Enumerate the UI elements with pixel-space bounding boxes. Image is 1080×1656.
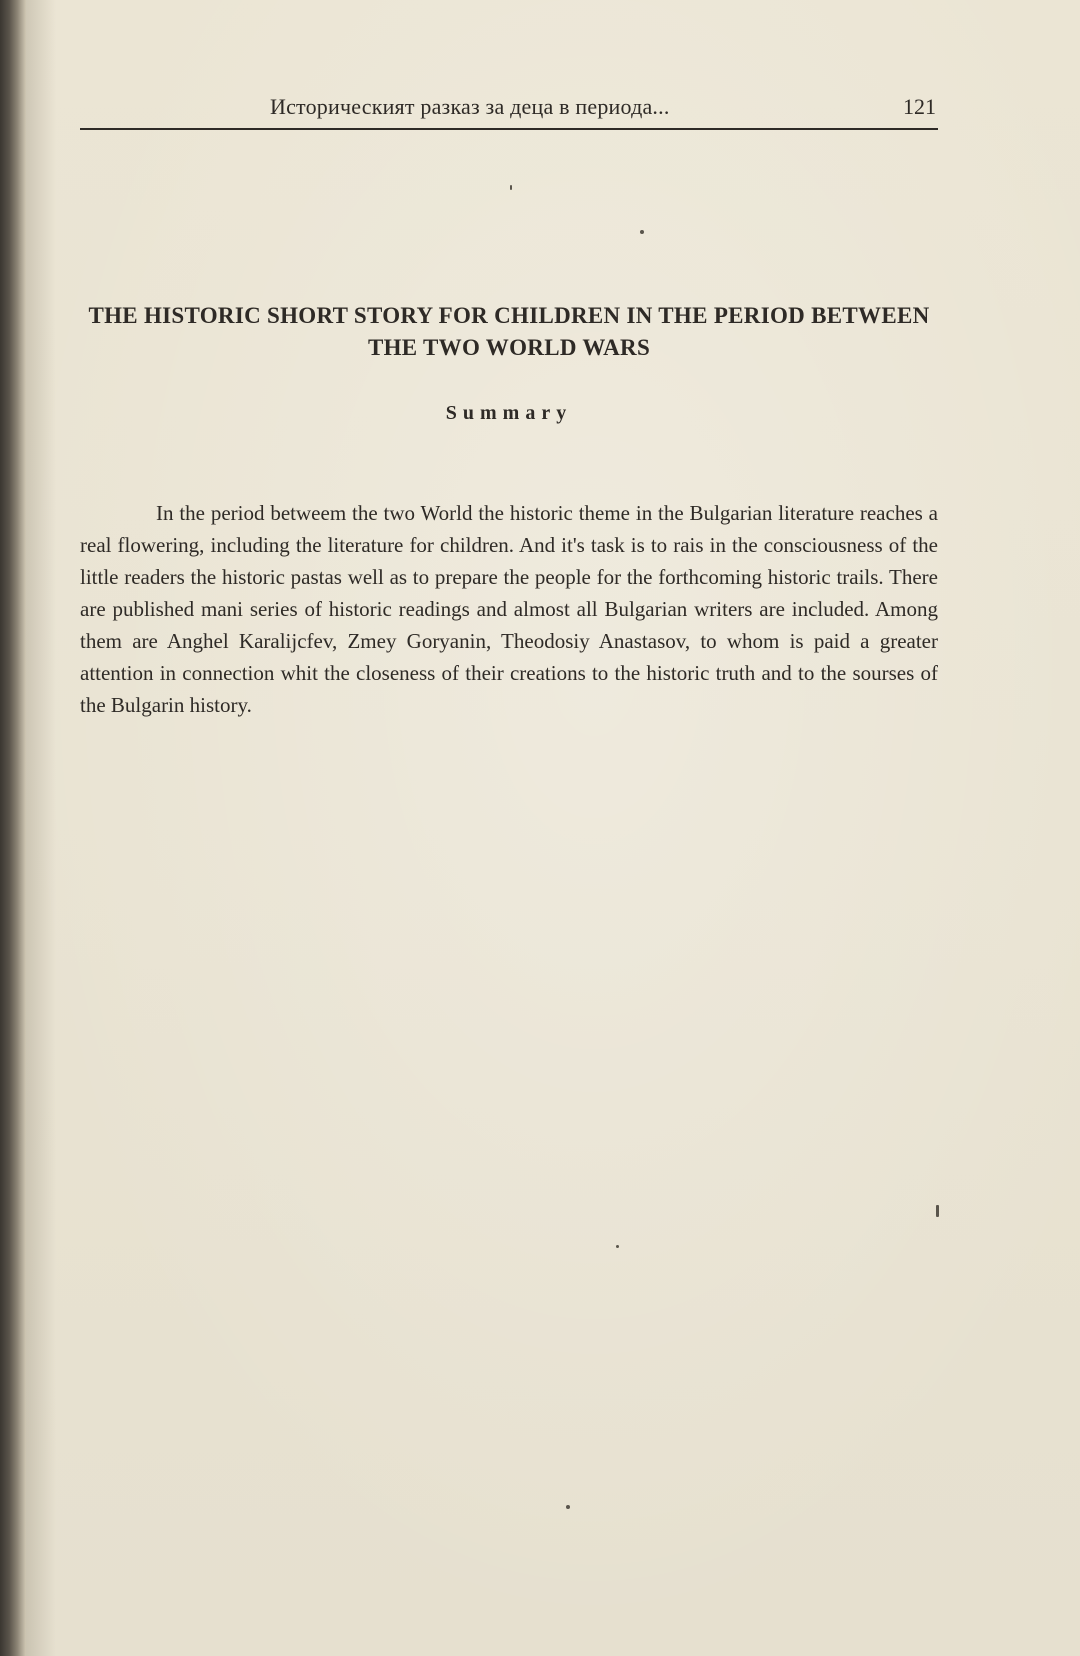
- spine-shadow: [26, 0, 56, 1656]
- summary-heading: Summary: [445, 402, 573, 424]
- article-title: THE HISTORIC SHORT STORY FOR CHILDREN IN THE PERIOD BETWEEN THE TWO WORLD WARS: [88, 303, 930, 360]
- paper-speck: [616, 1245, 619, 1248]
- page-number: 121: [903, 94, 936, 119]
- paper-speck: [566, 1505, 570, 1509]
- running-header: [80, 90, 938, 130]
- paper-speck: [936, 1205, 939, 1217]
- running-title: Историческият разказ за деца в периода...: [270, 94, 670, 119]
- paper-speck: [640, 230, 644, 234]
- book-spine-edge: [0, 0, 26, 1656]
- summary-paragraph: In the period betweem the two World the historic theme in the Bulgarian literature reaches a real flowering, including the literature for children. And it's task is to rais in the consciousness of the little readers the historic pastas well as to prepare the people for the forthcoming historic trails. There are published mani series of historic readings and almost all Bulgarian writers are included. Among them are Anghel Karalijcfev, Zmey Goryanin, Theodosiy Anastasov, to whom is paid a greater attention in connection whit the closeness of their creations to the historic truth and to the sourses of the Bulgarin history.: [80, 501, 938, 717]
- paper-speck: [510, 185, 512, 190]
